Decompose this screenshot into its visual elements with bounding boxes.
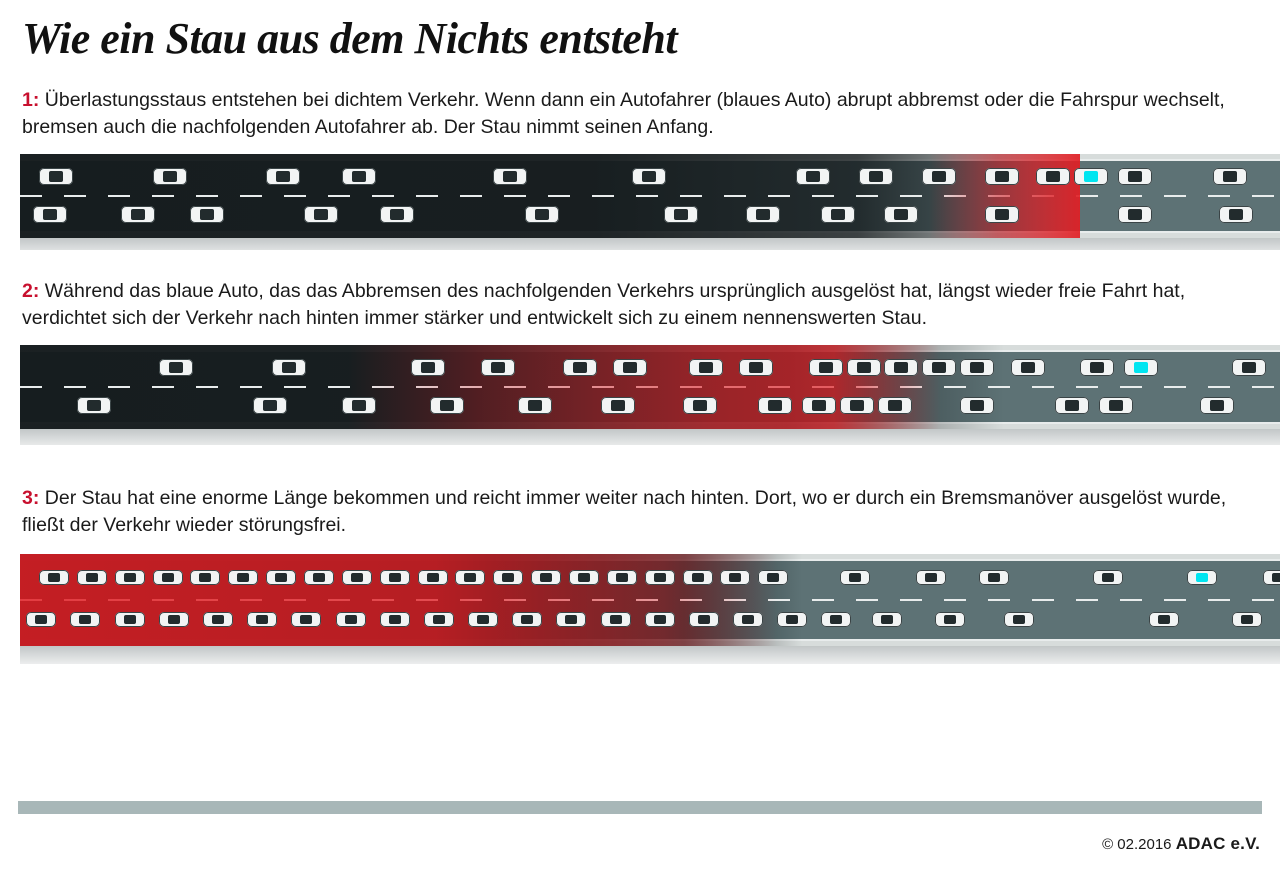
car: [342, 570, 372, 585]
car: [847, 359, 881, 376]
car: [1036, 168, 1070, 185]
car: [809, 359, 843, 376]
car: [1200, 397, 1234, 414]
car: [253, 397, 287, 414]
car: [601, 397, 635, 414]
car: [840, 570, 870, 585]
lane-divider-2: [20, 386, 1280, 388]
step-2-text: Während das blaue Auto, das das Abbremsen des nachfolgenden Verkehrs ursprünglich ausgelöst hat, längst wieder freie Fahrt hat, verdichtet sich der Verkehr nach hinten immer stärker und entwickelt sich zu einem nennenswerten Stau.: [22, 279, 1186, 329]
step-3-number: 3:: [22, 486, 40, 509]
car: [266, 570, 296, 585]
step-2-road: [20, 345, 1280, 445]
road-shadow-3: [20, 646, 1280, 664]
road-surface-1: [20, 154, 1280, 238]
step-3-caption: [18, 485, 1262, 539]
car: [777, 612, 807, 627]
car: [922, 359, 956, 376]
car: [884, 206, 918, 223]
car: [979, 570, 1009, 585]
car: [493, 570, 523, 585]
copyright-text: © 02.2016: [1102, 836, 1172, 853]
car: [683, 397, 717, 414]
car: [1004, 612, 1034, 627]
car: [556, 612, 586, 627]
car: [518, 397, 552, 414]
car: [733, 612, 763, 627]
car: [1263, 570, 1280, 585]
car: [26, 612, 56, 627]
car: [916, 570, 946, 585]
car: [455, 570, 485, 585]
car: [1080, 359, 1114, 376]
car: [664, 206, 698, 223]
car: [121, 206, 155, 223]
car: [645, 570, 675, 585]
step-1-caption: [18, 87, 1262, 141]
step-1-text: Überlastungsstaus entstehen bei dichtem Verkehr. Wenn dann ein Autofahrer (blaues Auto) abrupt abbremst oder die Fahrspur wechselt, bremsen auch die nachfolgenden Autofahrer ab. Der Stau nimmt seinen Anfang.: [22, 88, 1225, 138]
step-1-number: 1:: [22, 88, 40, 111]
lane-divider-1: [20, 195, 1280, 197]
car: [1149, 612, 1179, 627]
car: [33, 206, 67, 223]
page-title: Wie ein Stau aus dem Nichts entsteht: [22, 14, 678, 63]
road-shadow-2: [20, 429, 1280, 445]
car: [985, 168, 1019, 185]
step-3: [18, 485, 1262, 664]
step-2-number: 2:: [22, 279, 40, 302]
car: [878, 397, 912, 414]
car: [39, 168, 73, 185]
step-1: [18, 87, 1262, 250]
car: [159, 359, 193, 376]
step-2-caption: [18, 278, 1262, 332]
car: [569, 570, 599, 585]
car: [342, 168, 376, 185]
edge-line-top-1: [20, 159, 1280, 161]
edge-line-bottom-2: [20, 422, 1280, 424]
car: [512, 612, 542, 627]
footer-credit: [1102, 834, 1260, 854]
car: [632, 168, 666, 185]
car: [607, 570, 637, 585]
car: [802, 397, 836, 414]
car: [935, 612, 965, 627]
car: [683, 570, 713, 585]
car: [1232, 359, 1266, 376]
car: [153, 168, 187, 185]
car: [342, 397, 376, 414]
car: [821, 612, 851, 627]
shoulder-bottom-2: [20, 424, 1280, 429]
car: [115, 570, 145, 585]
lane-divider-3: [20, 599, 1280, 601]
car: [1118, 206, 1152, 223]
car: [613, 359, 647, 376]
car: [840, 397, 874, 414]
car: [190, 206, 224, 223]
car: [758, 570, 788, 585]
footer-bar: [18, 801, 1262, 814]
car: [336, 612, 366, 627]
edge-line-top-2: [20, 350, 1280, 352]
car: [39, 570, 69, 585]
car: [796, 168, 830, 185]
car: [272, 359, 306, 376]
car: [758, 397, 792, 414]
road-surface-3: [20, 554, 1280, 646]
car: [77, 397, 111, 414]
car: [380, 612, 410, 627]
car: [601, 612, 631, 627]
car: [493, 168, 527, 185]
car: [291, 612, 321, 627]
road-shadow-1: [20, 238, 1280, 250]
step-3-text: Der Stau hat eine enorme Länge bekommen und reicht immer weiter nach hinten. Dort, wo er durch ein Bremsmanöver ausgelöst wurde, fließt der Verkehr wieder störungsfrei.: [22, 486, 1227, 536]
car: [645, 612, 675, 627]
car: [1099, 397, 1133, 414]
car: [746, 206, 780, 223]
car: [525, 206, 559, 223]
car: [424, 612, 454, 627]
car: [985, 206, 1019, 223]
car: [720, 570, 750, 585]
road-surface-2: [20, 345, 1280, 429]
car: [411, 359, 445, 376]
car: [304, 570, 334, 585]
car: [1232, 612, 1262, 627]
shoulder-bottom-1: [20, 233, 1280, 238]
car: [1219, 206, 1253, 223]
car: [563, 359, 597, 376]
car: [380, 570, 410, 585]
car: [190, 570, 220, 585]
edge-line-top-3: [20, 559, 1280, 561]
car: [531, 570, 561, 585]
blue-car: [1187, 570, 1217, 585]
car: [872, 612, 902, 627]
car: [884, 359, 918, 376]
car: [1011, 359, 1045, 376]
car: [153, 570, 183, 585]
car: [1213, 168, 1247, 185]
car: [247, 612, 277, 627]
car: [159, 612, 189, 627]
car: [70, 612, 100, 627]
car: [859, 168, 893, 185]
edge-line-bottom-3: [20, 639, 1280, 641]
car: [821, 206, 855, 223]
car: [77, 570, 107, 585]
car: [430, 397, 464, 414]
car: [689, 359, 723, 376]
car: [739, 359, 773, 376]
car: [380, 206, 414, 223]
car: [1055, 397, 1089, 414]
edge-line-bottom-1: [20, 231, 1280, 233]
car: [304, 206, 338, 223]
brand-name: ADAC e.V.: [1175, 834, 1260, 853]
car: [266, 168, 300, 185]
car: [922, 168, 956, 185]
car: [115, 612, 145, 627]
car: [1093, 570, 1123, 585]
car: [481, 359, 515, 376]
step-1-road: [20, 154, 1280, 250]
car: [960, 397, 994, 414]
car: [468, 612, 498, 627]
shoulder-bottom-3: [20, 641, 1280, 646]
car: [689, 612, 719, 627]
car: [203, 612, 233, 627]
car: [228, 570, 258, 585]
blue-car: [1124, 359, 1158, 376]
blue-car: [1074, 168, 1108, 185]
car: [418, 570, 448, 585]
car: [1118, 168, 1152, 185]
step-2: [18, 278, 1262, 445]
car: [960, 359, 994, 376]
step-3-road: [20, 554, 1280, 664]
